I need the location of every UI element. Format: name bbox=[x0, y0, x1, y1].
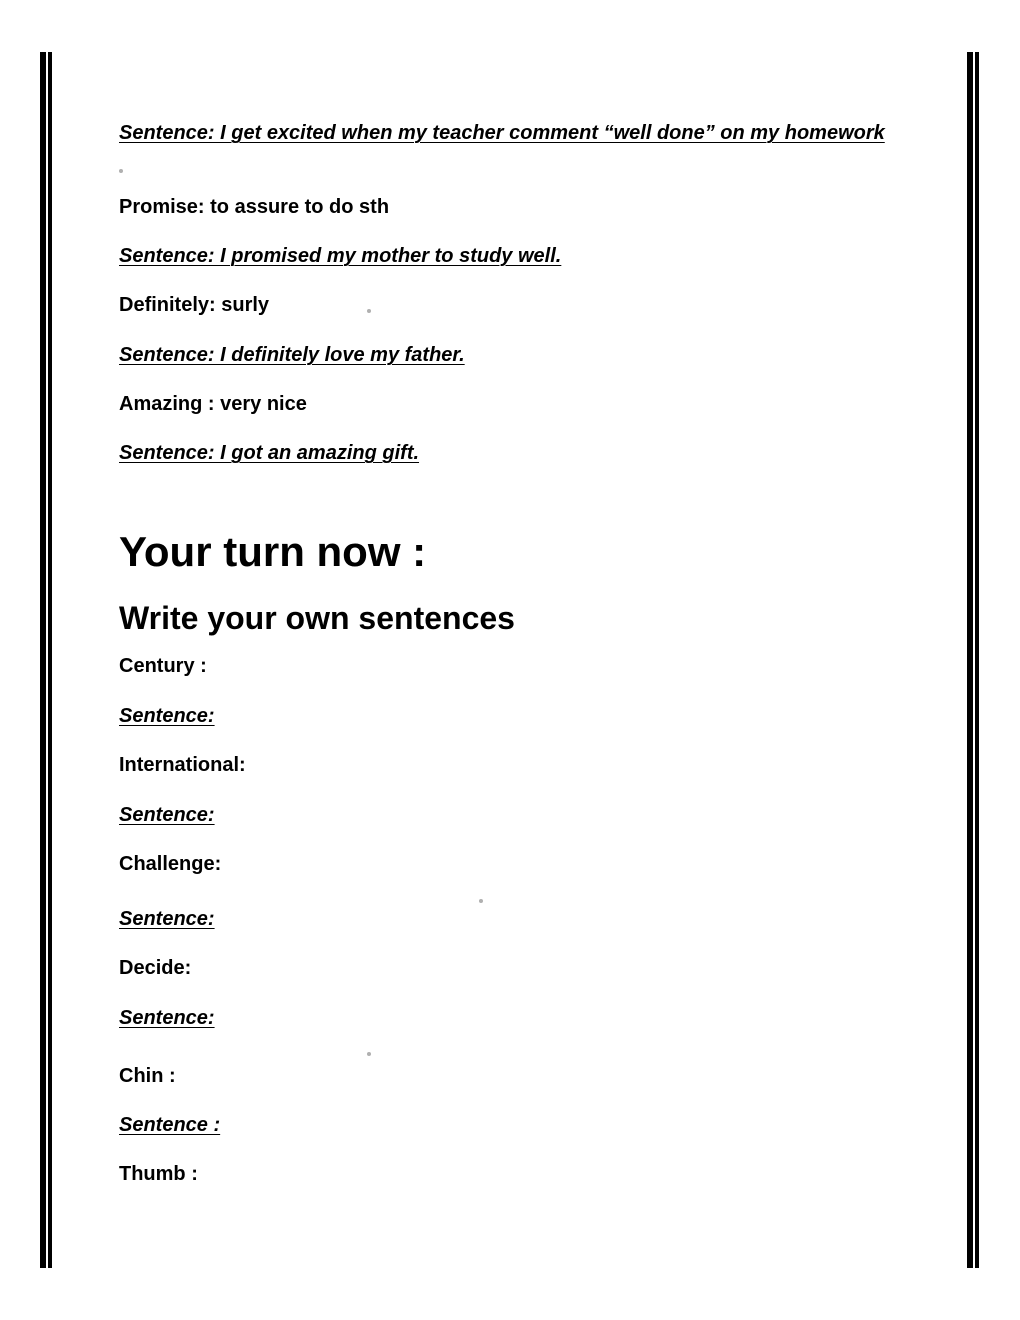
example-sentence-1: Sentence: I get excited when my teacher comment “well done” on my homework bbox=[119, 122, 885, 144]
exercise-sentence-2: Sentence: bbox=[119, 804, 215, 826]
exercise-word-decide: Decide: bbox=[119, 957, 192, 979]
exercise-sentence-1: Sentence: bbox=[119, 705, 215, 727]
your-turn-heading: Your turn now : bbox=[119, 528, 427, 575]
example-sentence-3: Sentence: I definitely love my father. bbox=[119, 344, 465, 366]
stray-dot bbox=[367, 1052, 371, 1056]
instructions-subheading: Write your own sentences bbox=[119, 600, 515, 636]
definition-definitely: Definitely: surly bbox=[119, 294, 270, 316]
exercise-sentence-5: Sentence : bbox=[119, 1114, 221, 1136]
example-sentence-4: Sentence: I got an amazing gift. bbox=[119, 442, 420, 464]
exercise-word-thumb: Thumb : bbox=[119, 1163, 198, 1185]
stray-dot bbox=[119, 169, 123, 173]
exercise-sentence-4: Sentence: bbox=[119, 1007, 215, 1029]
definition-amazing: Amazing : very nice bbox=[119, 393, 307, 415]
exercise-word-challenge: Challenge: bbox=[119, 853, 222, 875]
page-border-left bbox=[40, 52, 52, 1268]
exercise-word-century: Century : bbox=[119, 655, 207, 677]
exercise-word-chin: Chin : bbox=[119, 1065, 176, 1087]
page-border-right bbox=[967, 52, 979, 1268]
stray-dot bbox=[367, 309, 371, 313]
stray-dot bbox=[479, 899, 483, 903]
definition-promise: Promise: to assure to do sth bbox=[119, 196, 390, 218]
example-sentence-2: Sentence: I promised my mother to study well. bbox=[119, 245, 562, 267]
exercise-word-international: International: bbox=[119, 754, 246, 776]
exercise-sentence-3: Sentence: bbox=[119, 908, 215, 930]
